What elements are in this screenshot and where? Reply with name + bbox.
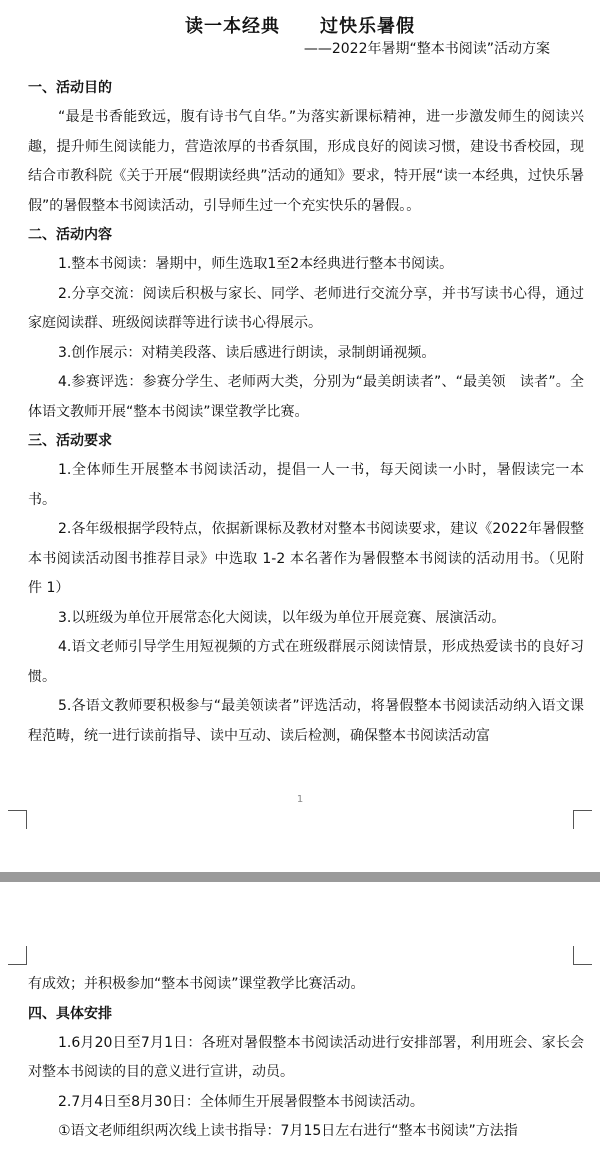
document-title — [0, 12, 600, 38]
section-heading-purpose: 一、活动目的 — [28, 80, 112, 96]
crop-mark — [573, 946, 592, 965]
section-heading-requirements: 三、活动要求 — [28, 433, 112, 449]
requirement-item: 3.以班级为单位开展常态化大阅读，以年级为单位开展竞赛、展演活动。 — [58, 609, 506, 626]
crop-mark — [8, 946, 27, 965]
schedule-item: 2.7月4日至8月30日：全体师生开展暑假整本书阅读活动。 — [58, 1093, 424, 1110]
purpose-paragraph: “最是书香能致远，腹有诗书气自华。”为落实新课标精神，进一步激发师生的阅读兴趣，提升师生阅读能力，营造浓厚的书香氛围，形成良好的阅读习惯，建设书香校园，现结合市教科院《关于开展“假期读经典”活动的通知》要求，特开展“读一本经典，过快乐暑假”的暑假整本书阅读活动，引导师生过一个充实快乐的暑假。。 — [28, 109, 584, 214]
section-heading-content: 二、活动内容 — [28, 227, 112, 243]
document-subtitle: ——2022年暑期“整本书阅读”活动方案 — [303, 41, 550, 57]
title-right: 过快乐暑假 — [320, 16, 415, 37]
content-item: 4.参赛评选：参赛分学生、老师两大类，分别为“最美朗读者”、“最美领 读者”。全体语文教师开展“整本书阅读”课堂教学比赛。 — [28, 374, 584, 420]
requirement-item: 5.各语文教师要积极参与“最美领读者”评选活动，将暑假整本书阅读活动纳入语文课程范畴，统一进行读前指导、读中互动、读后检测，确保整本书阅读活动富 — [28, 698, 584, 744]
requirement-item: 2.各年级根据学段特点，依据新课标及教材对整本书阅读要求，建议《2022年暑假整本书阅读活动图书推荐目录》中选取 1-2 本名著作为暑假整本书阅读的活动用书。（见附件 1） — [28, 521, 584, 596]
schedule-item: ①语文老师组织两次线上读书指导：7月15日左右进行“整本书阅读”方法指 — [58, 1123, 518, 1139]
crop-mark — [8, 810, 27, 829]
page1-body — [28, 74, 584, 751]
page-number: 1 — [296, 794, 304, 805]
content-item: 1.整本书阅读：暑期中，师生选取1至2本经典进行整本书阅读。 — [58, 256, 454, 272]
page-separator — [0, 872, 600, 882]
title-left: 读一本经典 — [185, 16, 280, 37]
crop-mark — [573, 810, 592, 829]
section-heading-schedule: 四、具体安排 — [28, 1005, 112, 1022]
requirement-item: 4.语文老师引导学生用短视频的方式在班级群展示阅读情景，形成热爱读书的良好习惯。 — [28, 639, 584, 685]
schedule-item: 1.6月20日至7月1日：各班对暑假整本书阅读活动进行安排部署，利用班会、家长会对整本书阅读的目的意义进行宣讲，动员。 — [28, 1034, 584, 1080]
document-page-2 — [0, 882, 600, 1153]
content-item: 3.创作展示：对精美段落、读后感进行朗读，录制朗诵视频。 — [58, 344, 436, 361]
content-item: 2.分享交流：阅读后积极与家长、同学、老师进行交流分享，并书写读书心得，通过家庭阅读群、班级阅读群等进行读书心得展示。 — [28, 285, 584, 331]
continuation-text: 有成效；并积极参加“整本书阅读”课堂教学比赛活动。 — [28, 976, 365, 992]
requirement-item: 1.全体师生开展整本书阅读活动，提倡一人一书，每天阅读一小时，暑假读完一本书。 — [28, 462, 584, 508]
page2-body — [28, 970, 584, 1147]
